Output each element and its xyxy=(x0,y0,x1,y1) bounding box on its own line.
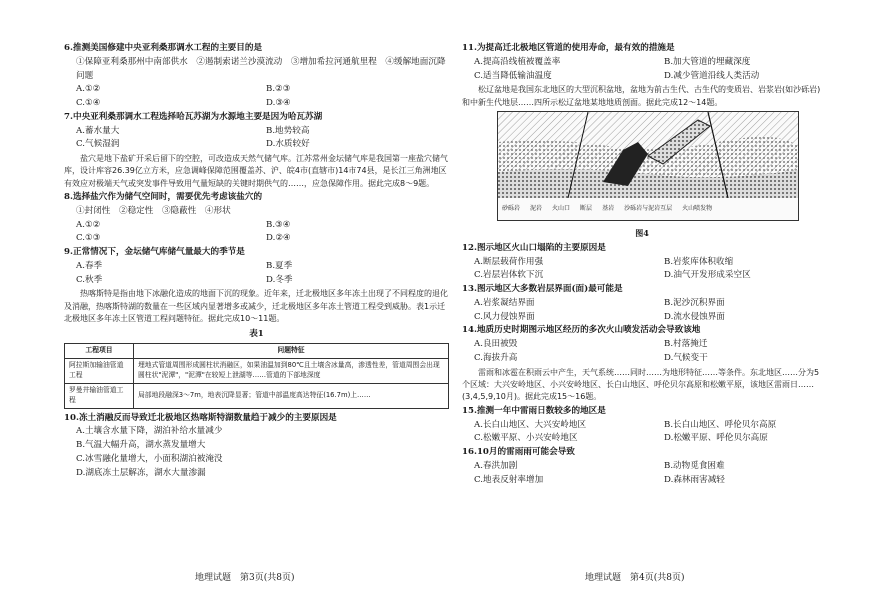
question-14-options xyxy=(462,338,822,366)
option-c: C.地表反射率增加 xyxy=(474,474,544,485)
question-8-statements: ①封闭性 ②稳定性 ③隐蔽性 ④形状 xyxy=(76,205,231,216)
question-10-stem: 10.冻土消融反而导致迁北极地区热喀斯特湖数量趋于减少的主要原因是 xyxy=(64,412,337,423)
legend-item: 基岩 xyxy=(602,204,615,212)
option-c: C.风力侵蚀界面 xyxy=(474,311,535,322)
option-c: C.冰雪融化量增大，小面积湖泊被淹没 xyxy=(76,453,223,464)
option-d: D.减少管道沿线人类活动 xyxy=(664,70,760,81)
option-b: B.村落掩迁 xyxy=(664,339,708,350)
question-15-stem: 15.推测一年中雷雨日数较多的地区是 xyxy=(462,405,606,416)
geologic-cross-section-figure xyxy=(497,111,799,221)
legend-item: 断层 xyxy=(580,204,593,212)
option-b: B.③④ xyxy=(266,219,291,230)
table-header: 工程项目 xyxy=(65,344,134,359)
option-b: B.岩浆库体积收缩 xyxy=(664,256,734,267)
table-cell: 罗曼井输油管道工程 xyxy=(65,383,134,408)
option-c: C.适当降低输油温度 xyxy=(474,70,552,81)
question-14-stem: 14.地质历史时期图示地区经历的多次火山喷发活动会导致该地 xyxy=(462,325,701,336)
question-6-options xyxy=(64,83,449,111)
figure-legend xyxy=(498,204,798,214)
option-c: C.岩层岩体软下沉 xyxy=(474,270,544,281)
question-8-stem: 8.选择盐穴作为储气空间时，需要优先考虑该盐穴的 xyxy=(64,192,263,203)
option-d: D.②④ xyxy=(266,233,291,244)
pipeline-table xyxy=(64,343,449,408)
question-10-options xyxy=(64,425,449,480)
table-row xyxy=(65,359,449,384)
option-a: A.土壤含水量下降，湖泊补给水量减少 xyxy=(76,426,223,437)
question-7-options xyxy=(64,125,449,153)
option-a: A.①② xyxy=(76,84,101,95)
question-13-options xyxy=(462,297,822,325)
option-b: B.长白山地区、呼伦贝尔高原 xyxy=(664,419,777,430)
question-6-stem: 6.推测美国修建中央亚利桑那调水工程的主要目的是 xyxy=(64,43,263,53)
option-a: A.春季 xyxy=(76,260,103,271)
option-a: A.长白山地区、大兴安岭地区 xyxy=(474,419,587,430)
option-a: A.岩浆凝结界面 xyxy=(474,297,535,308)
legend-item: 火山口 xyxy=(552,204,571,212)
table-row xyxy=(65,383,449,408)
question-16-options xyxy=(462,460,822,488)
table-cell: 阿拉斯加输油管道工程 xyxy=(65,359,134,384)
question-12-options xyxy=(462,256,822,284)
table-cell: 埋地式管道周围形成圆柱状消融区，如果油温加到80℃且土壤含冰量高，渗透性差，管道周围会出现圆柱状"泥潭"，"泥潭"在较短上泄湖等……管道的下部地深度 xyxy=(134,359,449,384)
figure-caption: 图4 xyxy=(635,228,649,239)
option-b: B.加大管道的埋藏深度 xyxy=(664,56,751,67)
option-b: B.泥沙沉积界面 xyxy=(664,297,725,308)
option-c: C.气候湿润 xyxy=(76,139,120,150)
option-b: B.地势较高 xyxy=(266,125,310,136)
option-d: D.流水侵蚀界面 xyxy=(664,311,725,322)
option-a: A.①② xyxy=(76,219,101,230)
question-7-stem: 7.中央亚利桑那调水工程选择哈瓦苏湖为水源地主要是因为哈瓦苏湖 xyxy=(64,111,323,122)
question-16-stem: 16.10月的雷雨雨可能会导致 xyxy=(462,447,575,457)
option-b: B.气温大幅升高，湖水蒸发量增大 xyxy=(76,440,206,451)
passage-thunderstorm: 雷雨和冰雹在积雨云中产生，天气系统……同时……为地形特征……等条件。东北地区……分为5个区域：大兴安岭地区、小兴安岭地区、长白山地区、呼伦贝尔高原和松嫩平原，该地区雷雨日……(3,4,5,9,10月)。据此完成15～16题。 xyxy=(462,367,820,402)
option-b: B.②③ xyxy=(266,84,291,95)
question-11-options xyxy=(462,56,822,84)
option-d: D.冬季 xyxy=(266,274,293,285)
table-title: 表1 xyxy=(249,328,264,339)
option-b: B.夏季 xyxy=(266,260,293,271)
question-9-stem: 9.正常情况下，金坛储气库储气量最大的季节是 xyxy=(64,247,245,258)
option-a: A.春洪加剧 xyxy=(474,460,518,471)
table-header: 问题特征 xyxy=(134,344,449,359)
option-d: D.水质较好 xyxy=(266,139,310,150)
option-d: D.松嫩平原、呼伦贝尔高原 xyxy=(664,433,768,444)
option-a: A.提高沿线植被覆盖率 xyxy=(474,56,561,67)
option-c: C.秋季 xyxy=(76,274,103,285)
passage-thermokarst: 热喀斯特是指由地下冰融化造成的地面下沉的现象。近年来，迁北极地区多年冻土出现了不同程度的退化及消融，热喀斯特湖的数量在一些区域内显著增多或减少，迁北极地区多年冻土管道工程受到威胁。表1示迁北极地区多年冻土区管道工程问题特征。据此完成10～11题。 xyxy=(64,289,448,324)
question-11-stem: 11.为提高迁北极地区管道的使用寿命，最有效的措施是 xyxy=(462,43,675,53)
option-c: C.松嫩平原、小兴安岭地区 xyxy=(474,433,578,444)
option-b: B.动物觅食困难 xyxy=(664,460,725,471)
question-9-options xyxy=(64,260,449,288)
passage-songliao-basin: 松辽盆地是我国东北地区的大型沉积盆地，盆地为前古生代、古生代的变质岩、岩浆岩(如沙砾岩)和中新生代地层……四所示松辽盆地某地地质剖面。据此完成12～14题。 xyxy=(462,85,821,107)
legend-item: 砂砾岩 xyxy=(502,204,521,212)
option-d: D.油气开发形成采空区 xyxy=(664,270,751,281)
option-a: A.断层载荷作用强 xyxy=(474,256,544,267)
option-c: C.海拔升高 xyxy=(474,352,518,363)
question-8-options xyxy=(64,219,449,247)
question-12-stem: 12.图示地区火山口塌陷的主要原因是 xyxy=(462,242,606,253)
option-d: D.湖底冻土层解冻，湖水大量渗漏 xyxy=(76,467,206,478)
table-cell: 局部地段融深3～7m，地表沉降显著；管道中部温度高达特征(16.7m)上…… xyxy=(134,383,449,408)
question-13-stem: 13.图示地区大多数岩层界面(面)最可能是 xyxy=(462,284,623,295)
right-column xyxy=(462,42,822,487)
page-footer-left: 地理试题 第3页(共8页) xyxy=(195,573,295,583)
legend-item: 火山喷发物 xyxy=(682,204,713,212)
cross-section-drawing xyxy=(498,112,798,198)
option-d: D.森林雨害减轻 xyxy=(664,474,725,485)
page-footer-right: 地理试题 第4页(共8页) xyxy=(585,573,685,583)
option-d: D.气候变干 xyxy=(664,352,708,363)
option-c: C.①③ xyxy=(76,233,101,244)
option-c: C.①④ xyxy=(76,98,101,108)
question-15-options xyxy=(462,419,822,447)
question-6-statements: ①保障亚利桑那州中南部供水 ②遏制索诺兰沙漠流动 ③增加希拉河通航里程 ④缓解地面沉降问题 xyxy=(76,56,446,81)
passage-salt-cavern: 盐穴是地下盐矿开采后留下的空腔，可改造成天然气储气库。江苏常州金坛储气库是我国第一座盐穴储气库，设计库容26.39亿立方米，应急调峰保障范围覆盖苏、沪、皖4市(直辖市)14市74县，是长江三角洲地区有效应对极端天气或突发事件导致用气量短缺的关键时期供气的……，应急保障作用。据此完成8～9题。 xyxy=(64,154,448,188)
legend-item: 泥岩 xyxy=(530,204,543,212)
option-d: D.③④ xyxy=(266,98,291,108)
legend-item: 沙砾岩与泥岩互层 xyxy=(624,204,673,212)
option-a: A.蓄水量大 xyxy=(76,125,120,136)
option-a: A.良田被毁 xyxy=(474,339,518,350)
left-column xyxy=(64,42,449,480)
